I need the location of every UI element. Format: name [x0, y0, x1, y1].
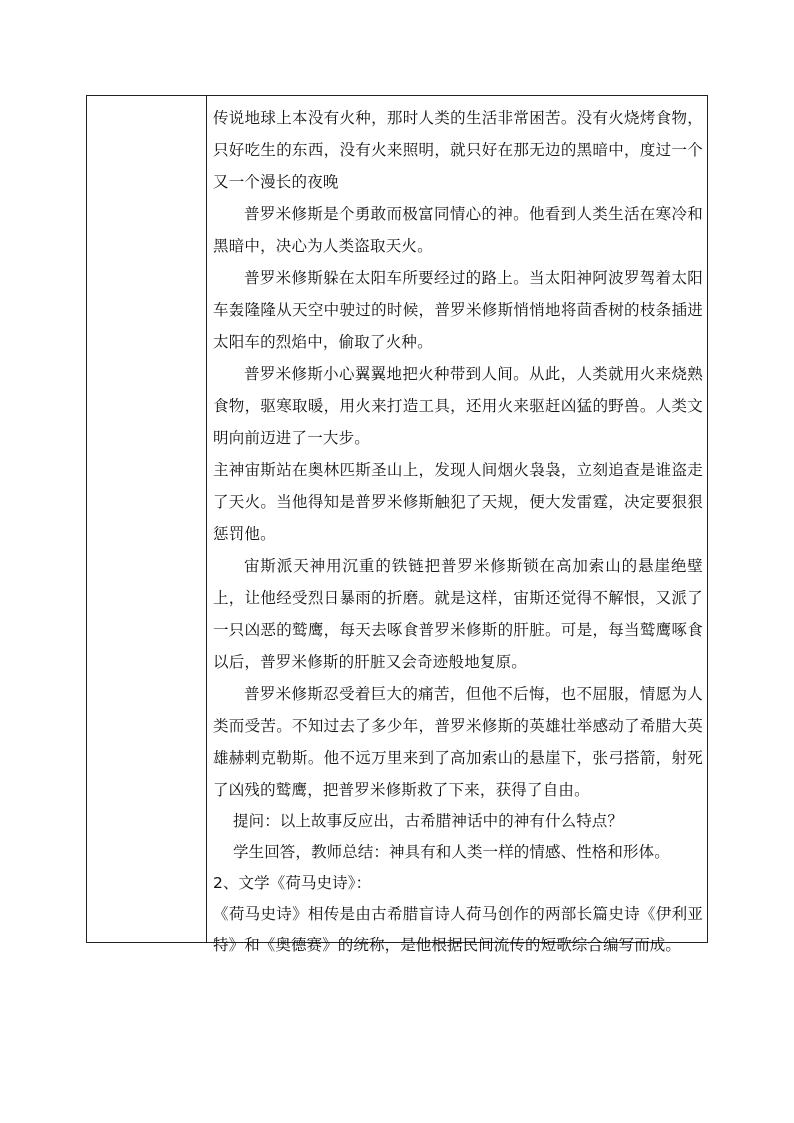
story-paragraph-2: 普罗米修斯是个勇敢而极富同情心的神。他看到人类生活在寒冷和黑暗中，决心为人类盗取天火。 [213, 205, 703, 255]
table-left-cell [87, 96, 207, 942]
story-paragraph-3: 普罗米修斯躲在太阳车所要经过的路上。当太阳神阿波罗驾着太阳车轰隆隆从天空中驶过的时候，普罗米修斯悄悄地将茴香树的枝条插进太阳车的烈焰中，偷取了火种。 [213, 269, 703, 351]
question-text: 提问：以上故事反应出，古希腊神话中的神有什么特点？ [233, 812, 624, 830]
story-paragraph-6: 宙斯派天神用沉重的铁链把普罗米修斯锁在高加索山的悬崖绝壁上，让他经受烈日暴雨的折磨。就是这样，宙斯还觉得不解恨，又派了一只凶恶的鹫鹰，每天去啄食普罗米修斯的肝脏。可是，每当鹫鹰啄食以后，普罗米修斯的肝脏又会奇迹般地复原。 [213, 557, 703, 671]
story-paragraph-1: 传说地球上本没有火种，那时人类的生活非常困苦。没有火烧烤食物，只好吃生的东西，没有火来照明，就只好在那无边的黑暗中，度过一个又一个漫长的夜晚 [213, 109, 703, 191]
answer-text: 学生回答，教师总结：神具有和人类一样的情感、性格和形体。 [233, 843, 670, 861]
section-heading: 2、文学《荷马史诗》： [213, 874, 372, 892]
story-paragraph-4: 普罗米修斯小心翼翼地把火种带到人间。从此，人类就用火来烧熟食物，驱寒取暖，用火来打造工具，还用火来驱赶凶猛的野兽。人类文明向前迈进了一大步。 [213, 365, 703, 447]
table-content-cell [207, 96, 707, 954]
section-body: 《荷马史诗》相传是由古希腊盲诗人荷马创作的两部长篇史诗《伊利亚特》和《奥德赛》的统称，是他根据民间流传的短歌综合编写而成。 [213, 905, 703, 954]
story-paragraph-5: 主神宙斯站在奥林匹斯圣山上，发现人间烟火袅袅，立刻追查是谁盗走了天火。当他得知是普罗米修斯触犯了天规，便大发雷霆，决定要狠狠惩罚他。 [213, 461, 703, 543]
story-paragraph-7: 普罗米修斯忍受着巨大的痛苦，但他不后悔，也不屈服，情愿为人类而受苦。不知过去了多少年，普罗米修斯的英雄壮举感动了希腊大英雄赫剌克勒斯。他不远万里来到了高加索山的悬崖下，张弓搭箭，射死了凶残的鹫鹰，把普罗米修斯救了下来，获得了自由。 [213, 685, 703, 799]
lesson-table [86, 95, 708, 954]
